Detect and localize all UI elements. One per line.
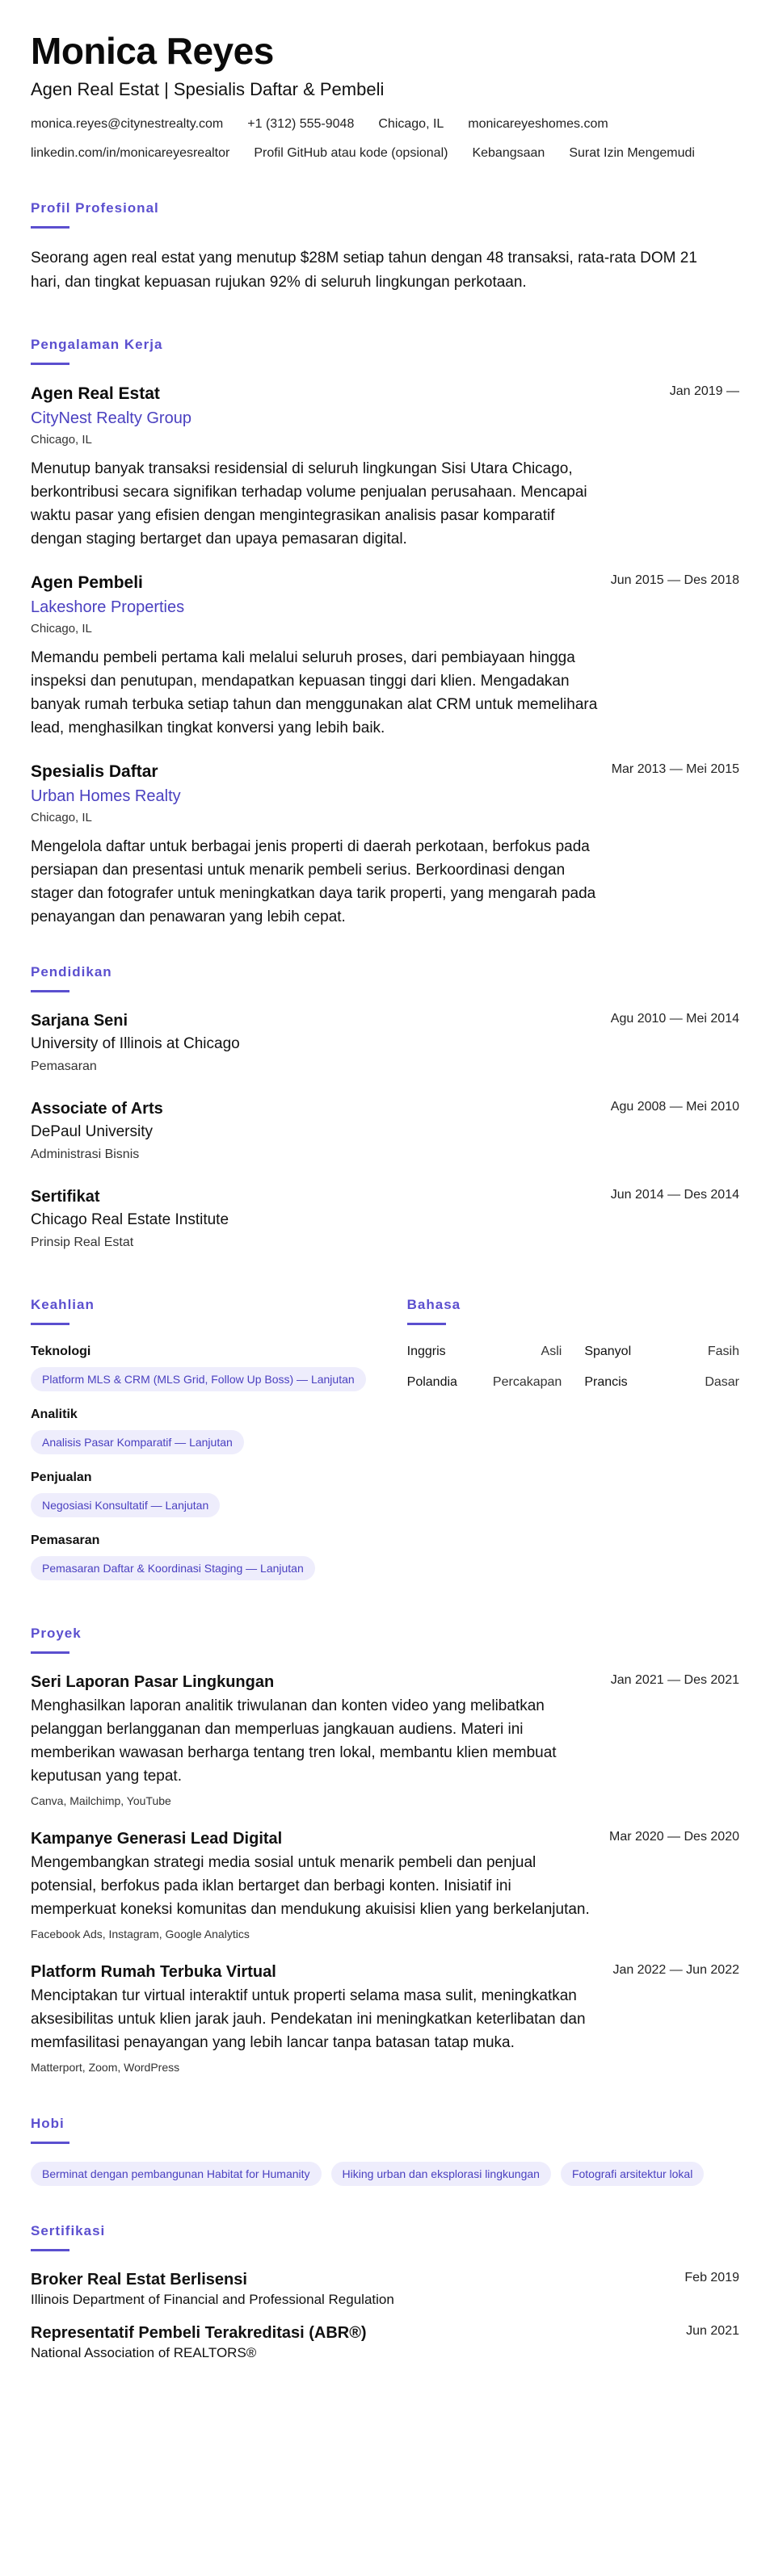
project-title: Seri Laporan Pasar Lingkungan [31, 1673, 275, 1691]
hobby-list [31, 2162, 726, 2186]
entry-date: Mar 2013 — Mei 2015 [611, 762, 739, 776]
skill-category: Penjualan [31, 1471, 92, 1484]
section-title: Pendidikan [31, 964, 112, 980]
contact-linkedin[interactable]: linkedin.com/in/monicareyesrealtor [31, 146, 230, 160]
section-title: Hobi [31, 2116, 65, 2131]
contact-phone[interactable]: +1 (312) 555-9048 [247, 117, 355, 131]
certification-issuer: National Association of REALTORS® [31, 2345, 257, 2360]
job-title: Agen Real Estat [31, 384, 160, 403]
summary-text: Seorang agen real estat yang menutup $28M setiap tahun dengan 48 transaksi, rata-rata DOM 21 hari, dan tingkat kepuasan rujukan 92% di seluruh lingkungan perkotaan. [31, 250, 697, 291]
project-tools: Canva, Mailchimp, YouTube [31, 1794, 171, 1807]
project-entry [31, 1672, 739, 1809]
certification-entry [31, 2269, 739, 2310]
language-level: Asli [541, 1345, 562, 1358]
certification-issuer: Illinois Department of Financial and Professional Regulation [31, 2292, 394, 2307]
language-item [584, 1374, 739, 1391]
language-item [407, 1343, 562, 1361]
contact-driving-license: Surat Izin Mengemudi [569, 146, 695, 160]
contact-github[interactable]: Profil GitHub atau kode (opsional) [254, 146, 448, 160]
certification-date: Feb 2019 [684, 2271, 739, 2284]
hobbies-section [31, 2116, 739, 2186]
section-divider [407, 1323, 446, 1325]
skill-chip: Negosiasi Konsultatif — Lanjutan [31, 1493, 220, 1517]
job-location: Chicago, IL [31, 811, 92, 824]
language-item [407, 1374, 562, 1391]
project-title: Platform Rumah Terbuka Virtual [31, 1963, 276, 1981]
job-location: Chicago, IL [31, 622, 92, 636]
project-entry [31, 1961, 739, 2075]
job-description: Memandu pembeli pertama kali melalui seluruh proses, dari pembiayaan hingga inspeksi dan penutupan, mendapatkan kepuasan tinggi dari klien. Mengadakan banyak rumah terbuka setiap tahun dan menggunakan alat CRM untuk memelihara lead, menghasilkan tingkat konversi yang lebih baik. [31, 649, 598, 736]
project-description: Menghasilkan laporan analitik triwulanan dan konten video yang melibatkan pelanggan berlangganan dan memperluas jangkauan audiens. Materi ini memberikan wawasan berharga tentang tren lokal, membantu klien membuat keputusan yang tepat. [31, 1697, 557, 1785]
language-item [584, 1343, 739, 1361]
section-title: Bahasa [406, 1297, 461, 1312]
skill-category: Teknologi [31, 1345, 91, 1358]
school-name: DePaul University [31, 1123, 153, 1140]
section-divider [31, 363, 69, 365]
experience-entry [31, 761, 739, 929]
study-field: Administrasi Bisnis [31, 1147, 140, 1161]
skills-section [31, 1297, 391, 1595]
language-level: Dasar [705, 1375, 739, 1389]
job-title: Agen Pembeli [31, 573, 143, 592]
section-divider [31, 2249, 69, 2251]
section-title: Sertifikasi [31, 2223, 106, 2238]
entry-date: Jan 2021 — Des 2021 [610, 1673, 739, 1687]
project-entry [31, 1828, 739, 1942]
certifications-section [31, 2223, 739, 2363]
certification-entry [31, 2322, 739, 2363]
skill-group [31, 1532, 391, 1580]
project-description: Menciptakan tur virtual interaktif untuk properti selama masa sulit, meningkatkan aksesibilitas untuk klien jarak jauh. Pendekatan ini meningkatkan keterlibatan dan memfasilitasi penayangan yang lebih lancar tanpa batasan tatap muka. [31, 1987, 586, 2051]
skill-group [31, 1469, 391, 1517]
language-level: Fasih [707, 1345, 739, 1358]
job-description: Menutup banyak transaksi residensial di seluruh lingkungan Sisi Utara Chicago, berkontribusi secara signifikan terhadap volume penjualan perusahaan. Mencapai waktu pasar yang efisien dengan mengintegrasikan analisis pasar komparatif dengan staging bertarget dan upaya pemasaran digital. [31, 460, 587, 548]
project-tools: Facebook Ads, Instagram, Google Analytics [31, 1928, 250, 1940]
section-title: Profil Profesional [31, 200, 159, 216]
language-list [407, 1343, 739, 1391]
section-title: Proyek [31, 1626, 82, 1641]
skill-chip: Pemasaran Daftar & Koordinasi Staging — Lanjutan [31, 1556, 315, 1580]
study-field: Prinsip Real Estat [31, 1236, 134, 1249]
language-name: Polandia [406, 1375, 457, 1389]
candidate-headline: Agen Real Estat | Spesialis Daftar & Pembeli [31, 79, 385, 99]
entry-date: Mar 2020 — Des 2020 [609, 1830, 739, 1844]
language-level: Percakapan [492, 1375, 562, 1389]
languages-section [407, 1297, 739, 1595]
certification-title: Broker Real Estat Berlisensi [31, 2271, 247, 2289]
project-description: Mengembangkan strategi media sosial untuk menarik pembeli dan penjual potensial, berfokus pada iklan bertarget dan berbagi konten. Inisiatif ini memperkuat koneksi komunitas dan mendukung akuisisi klien yang berkelanjutan. [31, 1854, 590, 1918]
school-name: Chicago Real Estate Institute [31, 1211, 229, 1228]
contact-email[interactable]: monica.reyes@citynestrealty.com [31, 117, 224, 131]
job-location: Chicago, IL [31, 433, 92, 447]
certification-date: Jun 2021 [686, 2324, 739, 2338]
contact-location: Chicago, IL [378, 117, 444, 131]
degree-title: Sertifikat [31, 1188, 100, 1206]
section-divider [31, 1651, 69, 1654]
section-divider [31, 2142, 69, 2144]
school-name: University of Illinois at Chicago [31, 1035, 240, 1052]
contact-nationality: Kebangsaan [472, 146, 545, 160]
education-entry [31, 1098, 739, 1164]
skill-group [31, 1406, 391, 1454]
summary-section [31, 200, 739, 295]
hobby-chip: Hiking urban dan eksplorasi lingkungan [331, 2162, 551, 2186]
certification-title: Representatif Pembeli Terakreditasi (ABR®) [31, 2324, 367, 2342]
skill-chip: Platform MLS & CRM (MLS Grid, Follow Up Boss) — Lanjutan [31, 1367, 366, 1391]
study-field: Pemasaran [31, 1059, 97, 1073]
section-divider [31, 226, 69, 229]
entry-date: Jan 2019 — [669, 384, 739, 398]
language-name: Spanyol [584, 1345, 632, 1358]
section-title: Pengalaman Kerja [31, 337, 163, 352]
contact-list [31, 116, 742, 162]
job-title: Spesialis Daftar [31, 762, 158, 781]
hobby-chip: Berminat dengan pembangunan Habitat for Humanity [31, 2162, 322, 2186]
experience-section [31, 337, 739, 929]
entry-date: Jun 2015 — Des 2018 [610, 573, 739, 587]
contact-website[interactable]: monicareyeshomes.com [468, 117, 608, 131]
section-divider [31, 1323, 69, 1325]
company-name: Urban Homes Realty [31, 787, 181, 805]
language-name: Inggris [406, 1345, 446, 1358]
education-entry [31, 1010, 739, 1076]
education-section [31, 964, 739, 1252]
job-description: Mengelola daftar untuk berbagai jenis properti di daerah perkotaan, berfokus pada persiapan dan presentasi untuk menarik pembeli serius. Berkoordinasi dengan stager dan fotografer untuk meningkatkan daya tarik properti, yang mengarah pada penayangan dan penawaran yang lebih cepat. [31, 838, 596, 925]
experience-entry [31, 383, 739, 551]
resume-header [31, 29, 739, 162]
company-name: Lakeshore Properties [31, 598, 185, 616]
degree-title: Sarjana Seni [31, 1012, 128, 1030]
degree-title: Associate of Arts [31, 1100, 163, 1118]
project-title: Kampanye Generasi Lead Digital [31, 1830, 283, 1848]
skill-chip: Analisis Pasar Komparatif — Lanjutan [31, 1430, 244, 1454]
language-name: Prancis [584, 1375, 628, 1389]
entry-date: Agu 2010 — Mei 2014 [610, 1012, 739, 1026]
hobby-chip: Fotografi arsitektur lokal [561, 2162, 704, 2186]
entry-date: Jun 2014 — Des 2014 [610, 1188, 739, 1202]
projects-section [31, 1626, 739, 2075]
project-tools: Matterport, Zoom, WordPress [31, 2061, 180, 2074]
candidate-name: Monica Reyes [31, 30, 274, 72]
skill-category: Pemasaran [31, 1533, 100, 1547]
entry-date: Agu 2008 — Mei 2010 [610, 1100, 739, 1114]
skills-languages-row [31, 1297, 739, 1595]
section-title: Keahlian [31, 1297, 95, 1312]
skill-group [31, 1343, 391, 1391]
entry-date: Jan 2022 — Jun 2022 [612, 1963, 739, 1977]
skill-category: Analitik [31, 1408, 78, 1421]
experience-entry [31, 572, 739, 740]
education-entry [31, 1186, 739, 1252]
company-name: CityNest Realty Group [31, 409, 191, 427]
section-divider [31, 990, 69, 992]
